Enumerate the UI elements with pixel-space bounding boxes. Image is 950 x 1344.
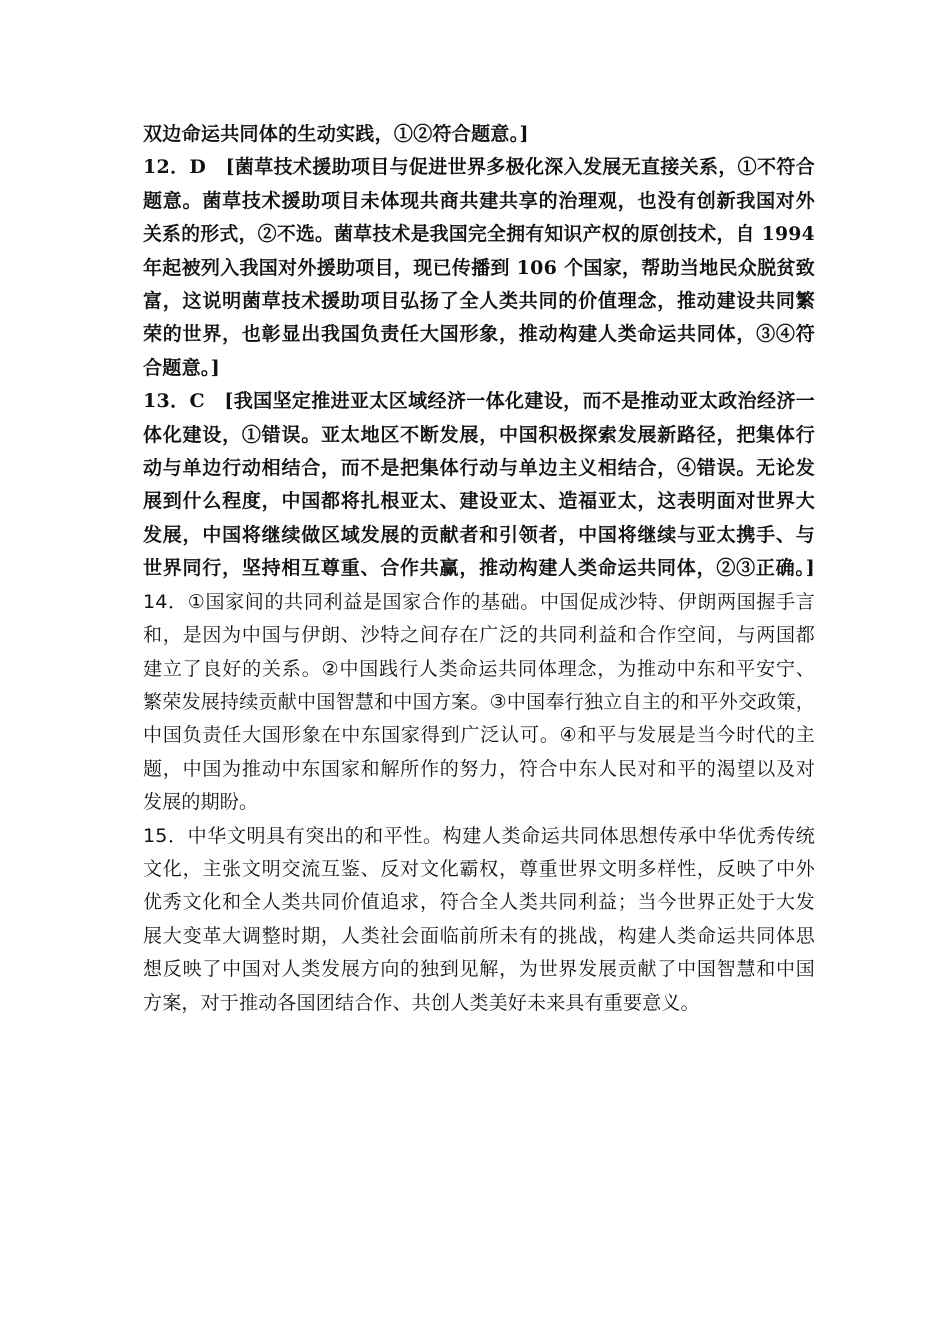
text-line-15: 14．①国家间的共同利益是国家合作的基础。中国促成沙特、伊朗两国握手言 — [143, 590, 815, 613]
text-line-16: 和，是因为中国与伊朗、沙特之间存在广泛的共同利益和合作空间，与两国都 — [143, 624, 815, 647]
text-line-5: 年起被列入我国对外援助项目，现已传播到 106 个国家，帮助当地民众脱贫致 — [143, 256, 815, 279]
text-line-13: 发展，中国将继续做区域发展的贡献者和引领者，中国将继续与亚太携手、与 — [143, 523, 815, 546]
text-line-17: 建立了良好的关系。②中国践行人类命运共同体理念，为推动中东和平安宁、 — [143, 657, 815, 680]
text-line-23: 文化，主张文明交流互鉴、反对文化霸权，尊重世界文明多样性，反映了中外 — [143, 857, 815, 880]
text-line-26: 想反映了中国对人类发展方向的独到见解，为世界发展贡献了中国智慧和中国 — [143, 958, 815, 981]
text-line-18: 繁荣发展持续贡献中国智慧和中国方案。③中国奉行独立自主的和平外交政策， — [143, 690, 815, 713]
text-line-10: 体化建设，①错误。亚太地区不断发展，中国积极探索发展新路径，把集体行 — [143, 423, 815, 446]
text-line-6: 富，这说明菌草技术援助项目弘扬了全人类共同的价值理念，推动建设共同繁 — [143, 290, 815, 313]
text-line-25: 展大变革大调整时期，人类社会面临前所未有的挑战，构建人类命运共同体思 — [143, 924, 815, 947]
text-line-4: 关系的形式，②不选。菌草技术是我国完全拥有知识产权的原创技术，自 1994 — [143, 223, 815, 246]
text-line-2: 12．D [菌草技术援助项目与促进世界多极化深入发展无直接关系，①不符合 — [143, 156, 815, 179]
text-line-3: 题意。菌草技术援助项目未体现共商共建共享的治理观，也没有创新我国对外 — [143, 189, 815, 212]
document-page — [143, 118, 815, 1020]
text-line-27: 方案，对于推动各国团结合作、共创人类美好未来具有重要意义。 — [143, 991, 700, 1014]
text-line-8: 合题意。] — [143, 356, 220, 379]
text-line-14: 世界同行，坚持相互尊重、合作共赢，推动构建人类命运共同体，②③正确。] — [143, 557, 815, 580]
text-line-19: 中国负责任大国形象在中东国家得到广泛认可。④和平与发展是当今时代的主 — [143, 724, 815, 747]
text-line-11: 动与单边行动相结合，而不是把集体行动与单边主义相结合，④错误。无论发 — [143, 457, 815, 480]
text-line-1: 双边命运共同体的生动实践，①②符合题意。] — [143, 123, 529, 145]
text-line-21: 发展的期盼。 — [143, 791, 259, 814]
text-line-12: 展到什么程度，中国都将扎根亚太、建设亚太、造福亚太，这表明面对世界大 — [143, 490, 815, 513]
text-line-7: 荣的世界，也彰显出我国负责任大国形象，推动构建人类命运共同体，③④符 — [143, 323, 815, 346]
text-line-9: 13．C [我国坚定推进亚太区域经济一体化建设，而不是推动亚太政治经济一 — [143, 390, 815, 413]
text-line-22: 15．中华文明具有突出的和平性。构建人类命运共同体思想传承中华优秀传统 — [143, 824, 815, 847]
text-line-20: 题，中国为推动中东国家和解所作的努力，符合中东人民对和平的渴望以及对 — [143, 757, 815, 780]
text-line-24: 优秀文化和全人类共同价值追求，符合全人类共同利益；当今世界正处于大发 — [143, 891, 815, 914]
